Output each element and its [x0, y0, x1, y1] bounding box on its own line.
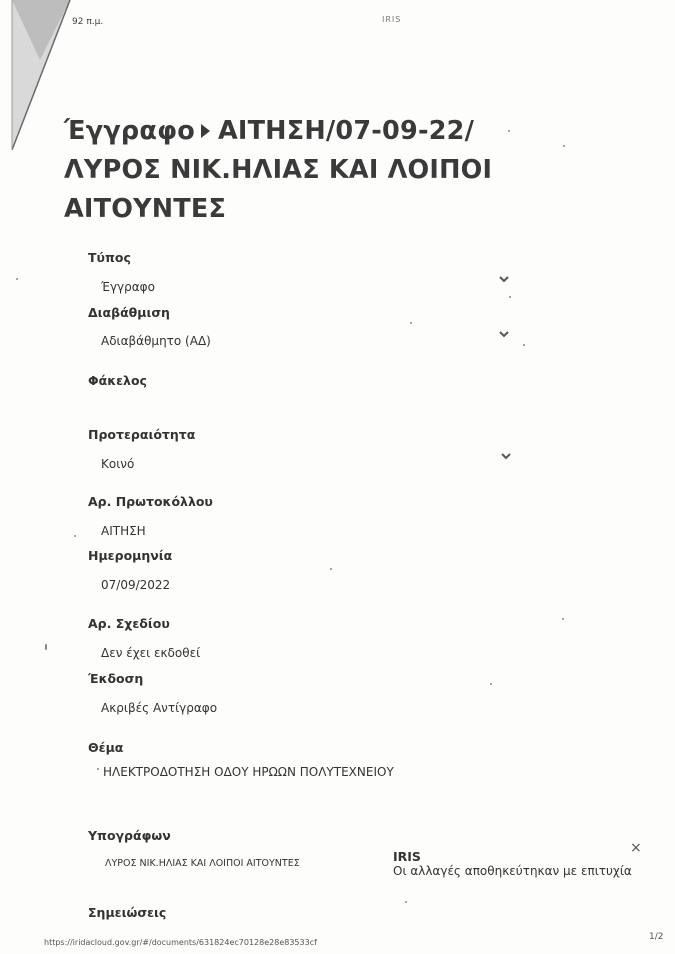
title-line-2: ΛΥΡΟΣ ΝΙΚ.ΗΛΙΑΣ ΚΑΙ ΛΟΙΠΟΙ: [64, 155, 493, 185]
priority-select[interactable]: Κοινό: [101, 457, 135, 471]
title-line-1: ΑΙΤΗΣΗ/07-09-22/: [217, 116, 475, 146]
subject-value: ΗΛΕΚΤΡΟΔΟΤΗΣΗ ΟΔΟΥ ΗΡΩΩΝ ΠΟΛΥΤΕΧΝΕΙΟΥ: [103, 765, 394, 779]
draft-value: Δεν έχει εκδοθεί: [101, 646, 201, 660]
classification-select[interactable]: Αδιαβάθμητο (ΑΔ): [101, 334, 211, 348]
classification-label: Διαβάθμιση: [88, 305, 170, 320]
date-value: 07/09/2022: [101, 578, 171, 592]
type-select[interactable]: Έγγραφο: [101, 280, 155, 294]
chevron-down-icon[interactable]: [499, 276, 509, 283]
chevron-down-icon[interactable]: [501, 453, 511, 460]
title-line-3: ΑΙΤΟΥΝΤΕΣ: [64, 194, 227, 224]
notes-label: Σημειώσεις: [88, 905, 167, 920]
protocol-value: ΑΙΤΗΣΗ: [101, 524, 146, 538]
print-footer-page: 1/2: [649, 932, 664, 942]
breadcrumb-document[interactable]: Έγγραφο: [64, 116, 195, 146]
page-title: [64, 112, 624, 229]
toast-message: Οι αλλαγές αποθηκεύτηκαν με επιτυχία: [393, 864, 632, 878]
print-footer-url: https://iridacloud.gov.gr/#/documents/631824ec70128e28e83533cf: [44, 938, 317, 947]
priority-label: Προτεραιότητα: [88, 427, 196, 442]
breadcrumb-arrow-icon: [201, 124, 210, 138]
edition-value: Ακριβές Αντίγραφο: [101, 701, 218, 715]
chevron-down-icon[interactable]: [499, 331, 509, 338]
date-label: Ημερομηνία: [88, 548, 173, 563]
signatory-value: ΛΥΡΟΣ ΝΙΚ.ΗΛΙΑΣ ΚΑΙ ΛΟΙΠΟΙ ΑΙΤΟΥΝΤΕΣ: [105, 858, 300, 869]
draft-label: Αρ. Σχεδίου: [88, 616, 170, 631]
edition-label: Έκδοση: [88, 671, 144, 686]
type-label: Τύπος: [88, 250, 131, 265]
print-header-app: IRIS: [382, 15, 402, 24]
subject-label: Θέμα: [88, 740, 124, 755]
protocol-label: Αρ. Πρωτοκόλλου: [88, 494, 213, 509]
signatory-label: Υπογράφων: [88, 828, 171, 843]
close-icon[interactable]: ×: [630, 840, 642, 856]
folder-label: Φάκελος: [88, 373, 147, 388]
print-header-time: 92 π.μ.: [72, 17, 104, 27]
toast-title: IRIS: [393, 849, 421, 864]
